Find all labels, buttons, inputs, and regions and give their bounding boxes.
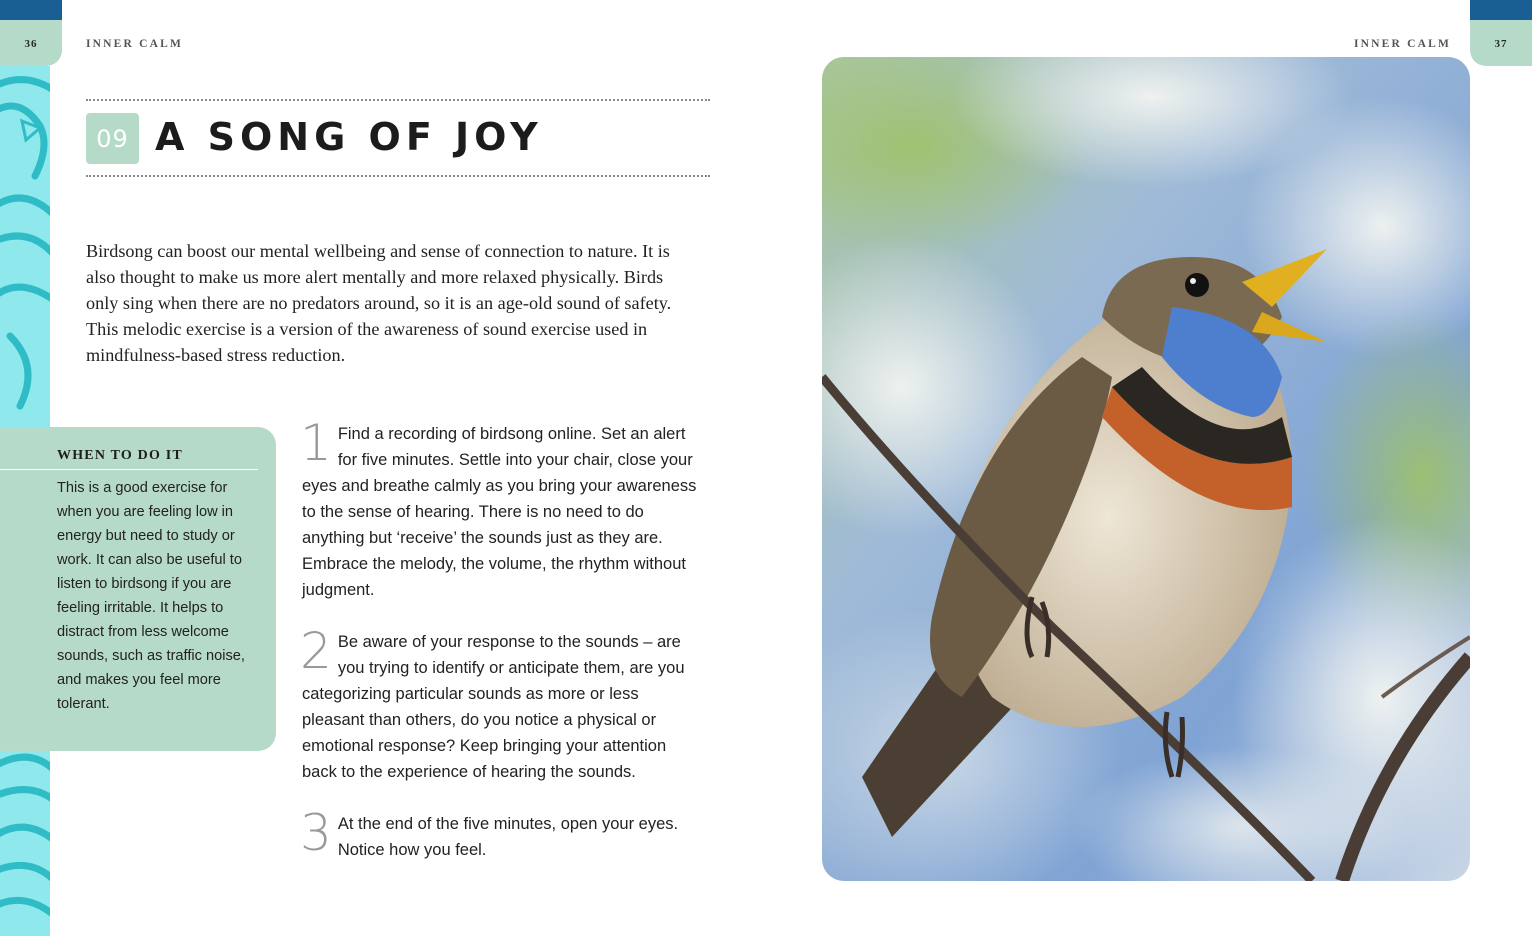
page-title: A SONG OF JOY: [155, 115, 543, 159]
section-number-badge: 09: [86, 113, 139, 164]
intro-paragraph: Birdsong can boost our mental wellbeing and sense of connection to nature. It is also thought to make us more alert mentally and more relaxed physically. Birds only sing when there are no predators around, so it is an age-old sound of safety. This melodic exercise is a version of the awareness of sound exercise used in mindfulness-based stress reduction.: [86, 241, 672, 365]
right-page-number: 37: [1494, 38, 1508, 50]
step-number: 2: [300, 622, 332, 680]
step-number: 1: [300, 414, 332, 472]
left-tab-blue-bar: [0, 0, 62, 20]
left-running-head: INNER CALM: [86, 38, 184, 50]
right-page-tab: [1470, 0, 1532, 66]
singing-bird-illustration: [822, 57, 1470, 881]
sidebar-divider: [0, 469, 258, 470]
step-text: Be aware of your response to the sounds – are you trying to identify or anticipate them, are you categorizing particular sounds as more or less pleasant than others, do you notice a physical or emotional response? Keep bringing your attention back to the experience of hearing the sounds.: [302, 633, 685, 781]
title-rule-top: [86, 99, 710, 101]
step-item: [300, 804, 698, 863]
step-item: [300, 622, 698, 785]
bluethroat-photo: [822, 57, 1470, 881]
step-item: [300, 414, 698, 603]
right-running-head: INNER CALM: [1354, 38, 1452, 50]
step-text: At the end of the five minutes, open your eyes. Notice how you feel.: [337, 815, 679, 859]
step-number: 3: [300, 804, 332, 862]
right-tab-blue-bar: [1470, 0, 1532, 20]
left-page-tab: [0, 0, 62, 66]
sidebar-heading: WHEN TO DO IT: [57, 448, 183, 463]
step-text: Find a recording of birdsong online. Set an alert for five minutes. Settle into your chair, close your eyes and breathe calmly as you bring your awareness to the sense of hearing. There is no need to do anything but ‘receive’ the sounds just as they are. Embrace the melody, the volume, the rhythm without judgment.: [302, 425, 697, 599]
left-page-number: 36: [24, 38, 38, 50]
sidebar-body: This is a good exercise for when you are feeling low in energy but need to study or work. It can also be useful to listen to birdsong if you are feeling irritable. It helps to distract from less welcome sounds, such as traffic noise, and makes you feel more tolerant.: [57, 480, 245, 712]
title-rule-bottom: [86, 175, 710, 177]
